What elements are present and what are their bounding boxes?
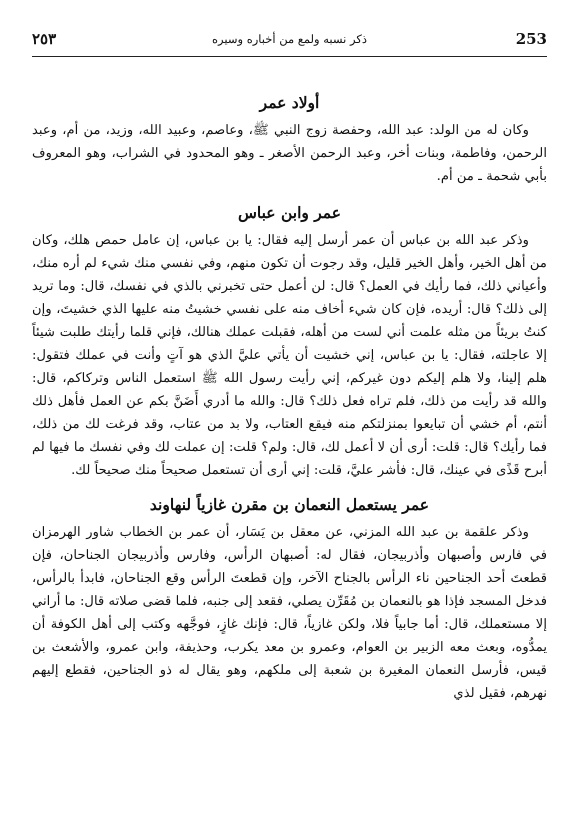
page-number-arabic: ٢٥٣: [32, 30, 57, 48]
section-awlad-umar: [32, 92, 547, 188]
page-body: [32, 92, 547, 719]
page-number-latin: 253: [515, 30, 547, 48]
running-title: ذكر نسبه ولمع من أخباره وسيره: [212, 32, 367, 46]
paragraph: وكان له من الولد: عبد الله، وحفصة زوج النبي ﷺ، وعاصم، وعبيد الله، وزيد، من أم، وعبد الرحمن، وفاطمة، وبنات أخر، وعبد الرحمن الأصغر ـ وهو المحدود في الشراب، وهو المعروف بأبي شحمة ـ من أم.: [32, 123, 547, 184]
page-header: [32, 30, 547, 57]
section-title: عمر يستعمل النعمان بن مقرن غازياً لنهاوند: [149, 495, 430, 514]
paragraph: وذكر عبد الله بن عباس أن عمر أرسل إليه فقال: يا بن عباس، إن عامل حمص هلك، وكان من أهل الخير، وأهل الخير قليل، وقد رجوت أن تكون منهم، وفي نفسي منك شيء لم أره منك، وأعياني ذلك، فما رأيك في العمل؟ قال: لن أعمل حتى تخبرني بالذي في نفسك، قال: وما تريد إلى ذلك؟ قال: أريده، فإن كان شيء أخاف منه على نفسي خشيتُ منه عليها الذي خشيتَ، وإن كنتُ بريئاً من مثله علمت أني لست من أهله، فقبلت عملك هنالك، فإني قلما رأيتك طلبت شيئاً إلا عاجلته، فقال: يا بن عباس، إني خشيت أن يأتي عليَّ الذي هو آتٍ وأنت في عملك فتقول: هلم إلينا، ولا هلم إليكم دون غيركم، إني رأيت رسول الله ﷺ استعمل الناس وتركاكم، قال: والله قد رأيت من ذلك، فلم تراه فعل ذلك؟ قال: والله ما أدري أَضَنَّ بكم عن العمل فأهل ذلك أنتم، أم خشي أن تبايعوا بمنزلتكم منه فيقع العتاب، ولا بد من عتاب، وقد فرغت لك من ذلك، فما رأيك؟ قال: قلت: أرى أن لا أعمل لك، قال: ولم؟ قلت: إن عملت لك وفي نفسك ما فيها لم أبرح قَذًى في عينك، قال: فأشر عليَّ، قلت: إني أرى أن تستعمل صحيحاً منك صحيحاً لك.: [32, 233, 547, 478]
section-title: أولاد عمر: [259, 93, 320, 112]
section-title: عمر وابن عباس: [237, 203, 342, 222]
section-numan-ibn-muqarrin: [32, 494, 547, 705]
paragraph: وذكر علقمة بن عبد الله المزني، عن معقل بن يَسَار، أن عمر بن الخطاب شاور الهرمزان في فارس وأصبهان وأذربيجان، فقال له: أصبهان الرأس، وفارس وأذربيجان الجناحان، فإن قطعتَ أحد الجناحين ناء الرأس بالجناح الآخر، وإن قطعتَ الرأس وقع الجناحان، فابدأ بالرأس، فدخل المسجد فإذا هو بالنعمان بن مُقَرِّن يصلي، فقعد إلى جنبه، فلما قضى صلاته قال: ما أراني إلا مستعملك، قال: أما جابياً فلا، ولكن غازياً، قال: فإنك غازٍ، فوجَّهه وكتب إلى أهل الكوفة أن يمدُّوه، وبعث معه الزبير بن العوام، وعمرو بن معد يكرب، وحذيفة، وابن عمرو، والأشعث بن قيس، فأرسل النعمان المغيرة بن شعبة إلى ملكهم، وهو يقال له ذو الجناحين، فقطع إليهم نهرهم، فقيل لذي: [32, 525, 547, 701]
section-umar-ibn-abbas: [32, 202, 547, 482]
